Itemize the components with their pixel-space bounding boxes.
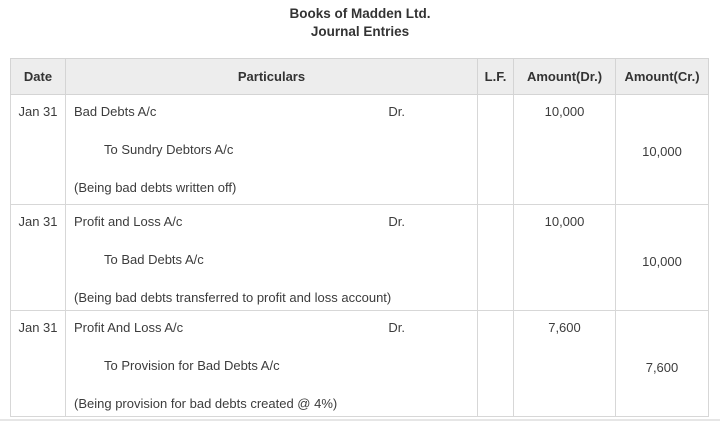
debit-line [74, 103, 471, 121]
entry-amount-cr: 10,000 [616, 205, 709, 311]
journal-entry-row [11, 95, 709, 205]
entry-amount-dr: 10,000 [514, 205, 616, 311]
entry-amount-cr: 10,000 [616, 95, 709, 205]
page-title [0, 5, 720, 41]
entry-lf [478, 311, 514, 417]
debit-line [74, 213, 471, 231]
entry-amount-dr: 7,600 [514, 311, 616, 417]
journal-entry-row [11, 205, 709, 311]
credit-account: To Bad Debts A/c [104, 252, 204, 267]
entry-particulars [66, 95, 478, 205]
dr-label: Dr. [388, 214, 405, 229]
debit-line [74, 319, 471, 337]
header-amount-cr: Amount(Cr.) [616, 59, 709, 95]
entry-particulars [66, 205, 478, 311]
entry-lf [478, 95, 514, 205]
credit-account: To Sundry Debtors A/c [104, 142, 234, 157]
entry-date: Jan 31 [11, 95, 66, 205]
narration: (Being bad debts transferred to profit and loss account) [74, 290, 392, 305]
header-date: Date [11, 59, 66, 95]
entry-lf [478, 205, 514, 311]
journal-entry-row [11, 311, 709, 417]
header-lf: L.F. [478, 59, 514, 95]
narration: (Being provision for bad debts created @ 4%) [74, 396, 338, 411]
entry-date: Jan 31 [11, 311, 66, 417]
dr-label: Dr. [388, 320, 405, 335]
entry-amount-cr: 7,600 [616, 311, 709, 417]
debit-account: Profit and Loss A/c [74, 214, 183, 229]
dr-label: Dr. [388, 104, 405, 119]
credit-account: To Provision for Bad Debts A/c [104, 358, 280, 373]
debit-account: Profit And Loss A/c [74, 320, 184, 335]
debit-account: Bad Debts A/c [74, 104, 157, 119]
journal-entries-table [10, 58, 709, 417]
document-subtitle: Journal Entries [310, 24, 410, 39]
table-header-row [11, 59, 709, 95]
entry-date: Jan 31 [11, 205, 66, 311]
company-title: Books of Madden Ltd. [289, 6, 431, 21]
entry-particulars [66, 311, 478, 417]
header-particulars: Particulars [66, 59, 478, 95]
header-amount-dr: Amount(Dr.) [514, 59, 616, 95]
entry-amount-dr: 10,000 [514, 95, 616, 205]
narration: (Being bad debts written off) [74, 180, 237, 195]
